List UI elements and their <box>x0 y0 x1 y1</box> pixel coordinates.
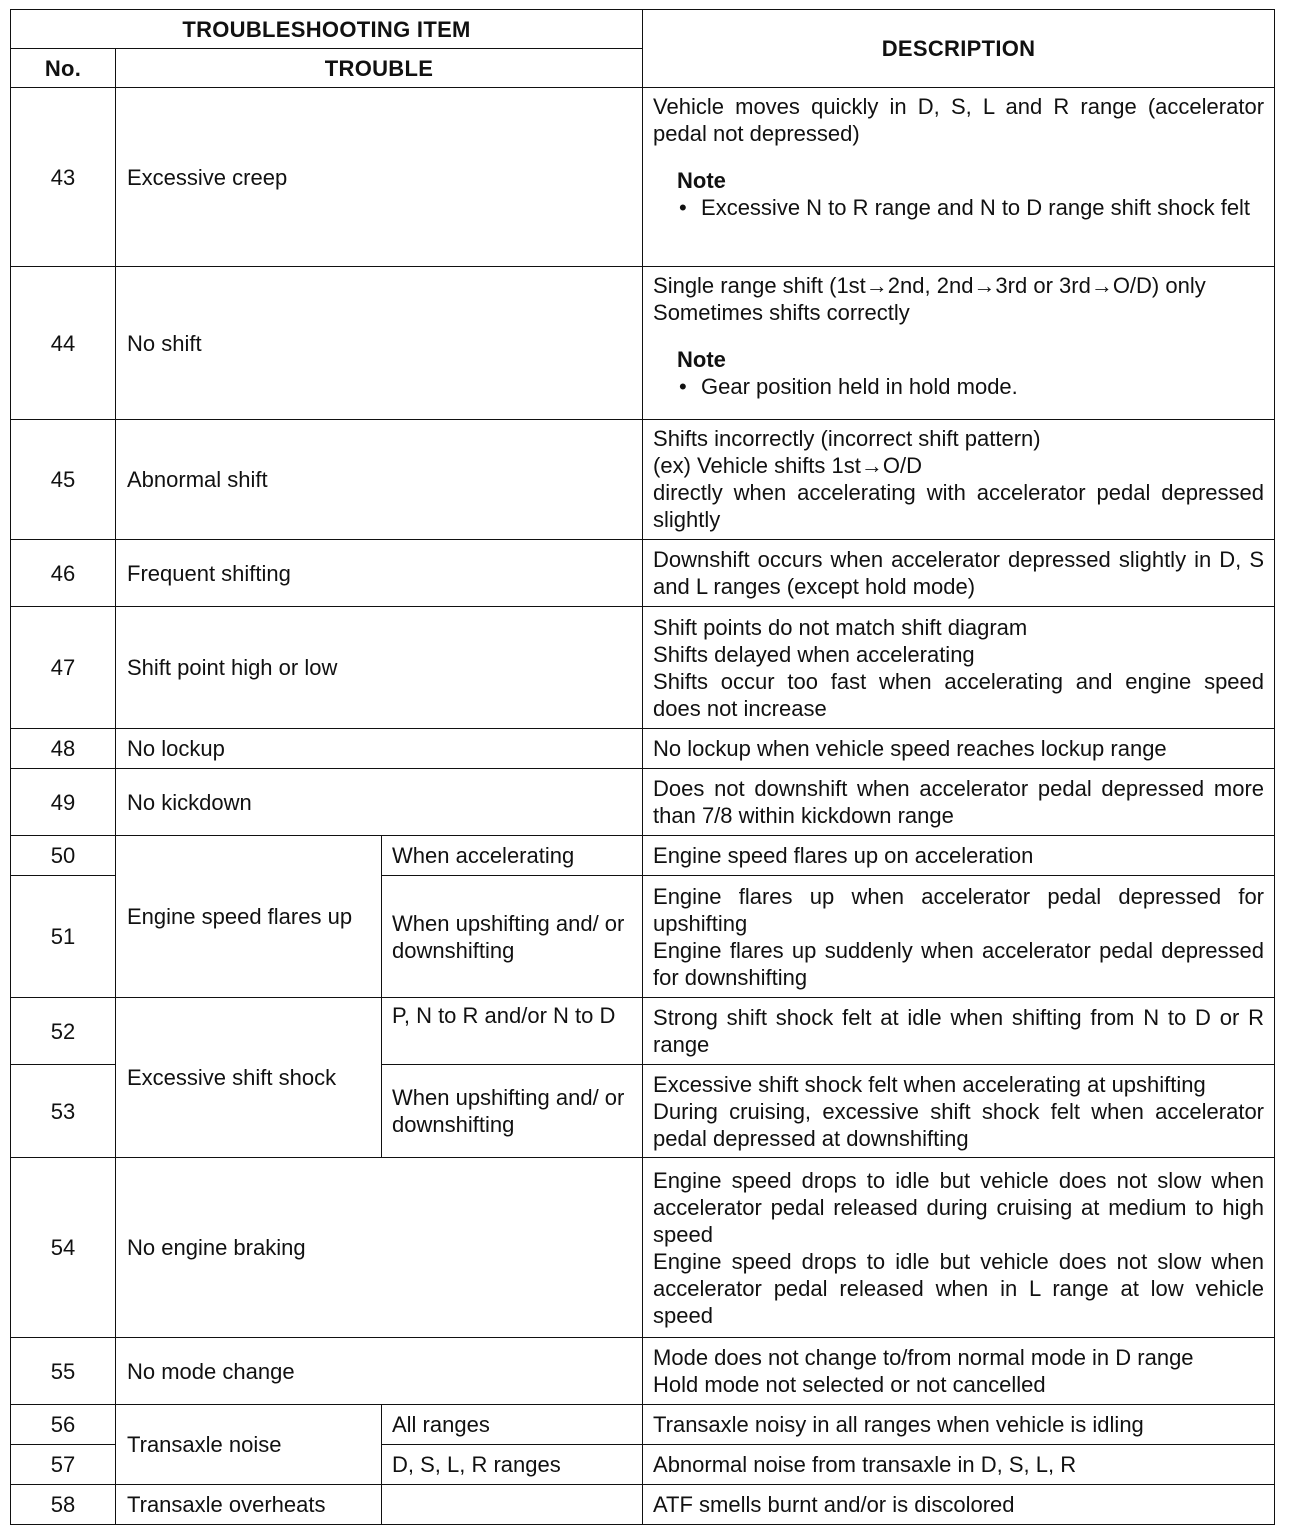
description-line: Shifts incorrectly (incorrect shift pattern) <box>653 426 1041 451</box>
note-text: Excessive N to R range and N to D range shift shock felt <box>701 195 1251 220</box>
table-row <box>11 1338 1275 1405</box>
description-cell <box>643 998 1275 1065</box>
description-cell <box>643 876 1275 998</box>
table-row <box>11 1158 1275 1338</box>
header-row-1 <box>11 10 1275 49</box>
description-line: No lockup when vehicle speed reaches lockup range <box>653 736 1167 761</box>
bullet-icon: • <box>679 374 687 399</box>
trouble-cell: No shift <box>116 267 643 420</box>
description-cell <box>643 1065 1275 1158</box>
description-line: Sometimes shifts correctly <box>653 300 910 325</box>
description-line: Abnormal noise from transaxle in D, S, L, R <box>653 1452 1077 1477</box>
description-cell <box>643 729 1275 769</box>
description-line: During cruising, excessive shift shock felt when accelerator pedal depressed at downshifting <box>653 1098 1265 1151</box>
description-line: Mode does not change to/from normal mode in D range <box>653 1345 1194 1370</box>
description-line: Strong shift shock felt at idle when shifting from N to D or R range <box>653 1005 1265 1057</box>
table-row <box>11 836 1275 876</box>
description-line: Engine flares up when accelerator pedal depressed for upshifting <box>653 883 1265 936</box>
condition-cell <box>382 1485 643 1525</box>
trouble-cell: Shift point high or low <box>116 607 643 729</box>
description-line: Shifts occur too fast when accelerating and engine speed does not increase <box>653 668 1265 721</box>
description-cell <box>643 836 1275 876</box>
header-no: No. <box>11 49 116 88</box>
condition-cell: When upshifting and/ or downshifting <box>382 1065 643 1158</box>
table-row <box>11 420 1275 540</box>
description-line: Hold mode not selected or not cancelled <box>653 1372 1046 1397</box>
condition-cell: All ranges <box>382 1405 643 1445</box>
table-row <box>11 88 1275 267</box>
description-line: Excessive shift shock felt when accelerating at upshifting <box>653 1071 1206 1097</box>
description-line: Downshift occurs when accelerator depressed slightly in D, S and L ranges (except hold mode) <box>653 547 1265 599</box>
description-cell <box>643 267 1275 420</box>
row-number: 47 <box>11 607 116 729</box>
row-number: 57 <box>11 1445 116 1485</box>
description-line: Transaxle noisy in all ranges when vehicle is idling <box>653 1412 1144 1437</box>
condition-cell: P, N to R and/or N to D <box>382 998 643 1065</box>
description-line: Engine speed drops to idle but vehicle does not slow when accelerator pedal released when in L range at low vehicle speed <box>653 1248 1265 1328</box>
trouble-cell: Frequent shifting <box>116 540 643 607</box>
description-line: Does not downshift when accelerator pedal depressed more than 7/8 within kickdown range <box>653 776 1265 828</box>
row-number: 49 <box>11 769 116 836</box>
table-row <box>11 607 1275 729</box>
trouble-cell: No mode change <box>116 1338 643 1405</box>
note-item <box>653 194 1264 221</box>
description-cell <box>643 1485 1275 1525</box>
table-row <box>11 769 1275 836</box>
description-line: Shift points do not match shift diagram <box>653 614 1028 640</box>
table-row <box>11 540 1275 607</box>
note-title: Note <box>677 347 726 372</box>
trouble-cell: Transaxle overheats <box>116 1485 382 1525</box>
description-line: Single range shift (1st→2nd, 2nd→3rd or 3rd→O/D) only <box>653 273 1206 298</box>
bullet-icon: • <box>679 195 687 220</box>
row-number: 45 <box>11 420 116 540</box>
trouble-cell: Engine speed flares up <box>116 836 382 998</box>
description-line: Shifts delayed when accelerating <box>653 641 975 667</box>
description-line: directly when accelerating with accelerator pedal depressed slightly <box>653 480 1265 532</box>
row-number: 58 <box>11 1485 116 1525</box>
table-row <box>11 1485 1275 1525</box>
troubleshooting-table <box>10 9 1275 1525</box>
condition-cell: When accelerating <box>382 836 643 876</box>
description-cell <box>643 540 1275 607</box>
description-cell <box>643 1445 1275 1485</box>
description-cell <box>643 769 1275 836</box>
trouble-cell: Excessive creep <box>116 88 643 267</box>
description-cell <box>643 88 1275 267</box>
header-description: DESCRIPTION <box>643 10 1275 88</box>
description-line: Engine speed drops to idle but vehicle does not slow when accelerator pedal released during cruising at medium to high speed <box>653 1167 1265 1247</box>
description-line: Engine flares up suddenly when accelerator pedal depressed for downshifting <box>653 937 1265 990</box>
description-cell <box>643 1338 1275 1405</box>
table-row <box>11 1405 1275 1445</box>
trouble-cell: Abnormal shift <box>116 420 643 540</box>
description-line: Vehicle moves quickly in D, S, L and R range (accelerator pedal not depressed) <box>653 94 1265 146</box>
row-number: 51 <box>11 876 116 998</box>
table-row <box>11 267 1275 420</box>
row-number: 43 <box>11 88 116 267</box>
trouble-cell: No kickdown <box>116 769 643 836</box>
trouble-cell: Excessive shift shock <box>116 998 382 1158</box>
table-row <box>11 998 1275 1065</box>
table-row <box>11 729 1275 769</box>
description-line: Engine speed flares up on acceleration <box>653 843 1034 868</box>
row-number: 50 <box>11 836 116 876</box>
note-title: Note <box>677 168 726 193</box>
description-cell <box>643 607 1275 729</box>
header-troubleshooting-item: TROUBLESHOOTING ITEM <box>11 10 643 49</box>
note-text: Gear position held in hold mode. <box>701 374 1018 399</box>
condition-cell: When upshifting and/ or downshifting <box>382 876 643 998</box>
trouble-cell: No lockup <box>116 729 643 769</box>
description-line: (ex) Vehicle shifts 1st→O/D <box>653 453 922 478</box>
description-cell <box>643 1405 1275 1445</box>
trouble-cell: No engine braking <box>116 1158 643 1338</box>
header-trouble: TROUBLE <box>116 49 643 88</box>
row-number: 44 <box>11 267 116 420</box>
row-number: 48 <box>11 729 116 769</box>
row-number: 53 <box>11 1065 116 1158</box>
row-number: 52 <box>11 998 116 1065</box>
description-line: ATF smells burnt and/or is discolored <box>653 1492 1015 1517</box>
description-cell <box>643 420 1275 540</box>
troubleshooting-document <box>10 9 1274 1525</box>
trouble-cell: Transaxle noise <box>116 1405 382 1485</box>
note-item <box>653 373 1264 400</box>
row-number: 46 <box>11 540 116 607</box>
description-cell <box>643 1158 1275 1338</box>
row-number: 55 <box>11 1338 116 1405</box>
condition-cell: D, S, L, R ranges <box>382 1445 643 1485</box>
row-number: 54 <box>11 1158 116 1338</box>
row-number: 56 <box>11 1405 116 1445</box>
